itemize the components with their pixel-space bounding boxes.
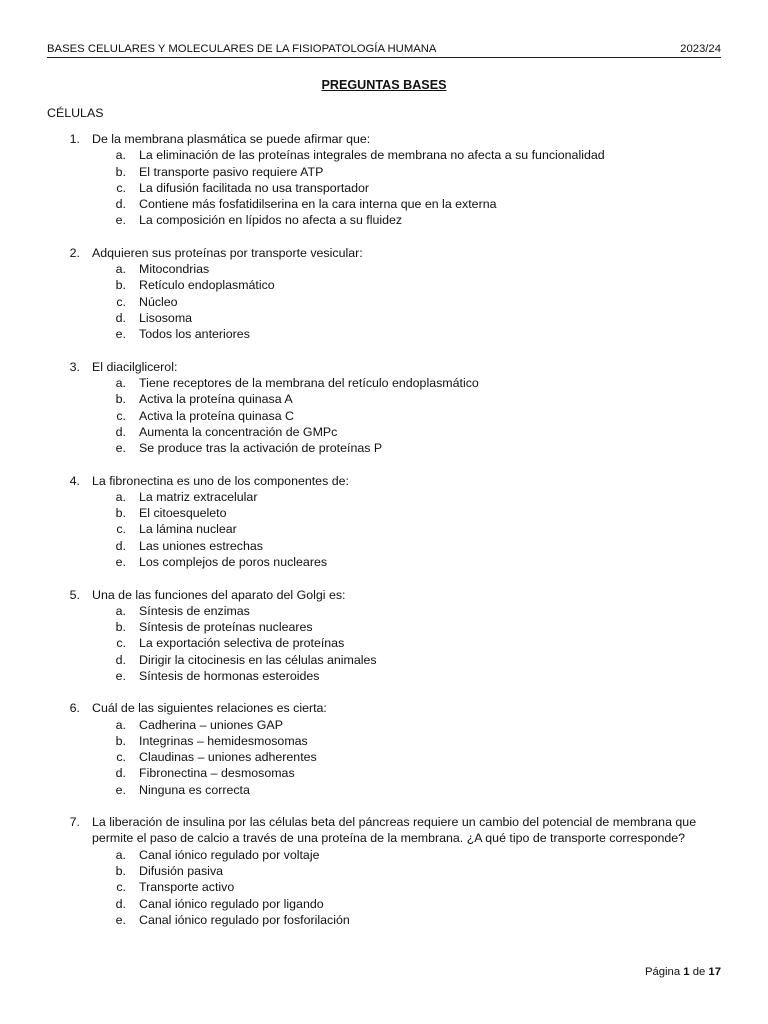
answer-option (47, 180, 723, 196)
answer-option (47, 391, 723, 407)
question-number: 1. (69, 132, 80, 146)
option-text: Fibronectina – desmosomas (139, 766, 295, 781)
answer-option (47, 619, 723, 635)
option-text: Mitocondrias (139, 262, 210, 277)
option-text: Cadherina – uniones GAP (139, 717, 283, 732)
course-title: BASES CELULARES Y MOLECULARES DE LA FISIOPATOLOGÍA HUMANA (47, 43, 437, 55)
question-stem (47, 359, 723, 375)
option-letter: d. (115, 310, 126, 325)
question-stem (47, 700, 723, 716)
option-letter: d. (115, 538, 126, 553)
answer-option (47, 896, 723, 912)
answer-option (47, 408, 723, 424)
option-letter: c. (116, 522, 126, 537)
option-letter: b. (115, 863, 126, 878)
question-text: El diacilglicerol: (92, 359, 178, 374)
page-footer (645, 966, 721, 978)
option-letter: c. (116, 408, 126, 423)
option-letter: e. (115, 213, 126, 228)
option-letter: d. (115, 896, 126, 911)
answer-option (47, 912, 723, 928)
question-number: 2. (69, 245, 80, 260)
option-letter: b. (115, 506, 126, 521)
option-letter: b. (115, 164, 126, 179)
question-number: 6. (69, 701, 80, 716)
option-letter: a. (115, 375, 126, 390)
option-text: Los complejos de poros nucleares (139, 555, 328, 570)
answer-option (47, 147, 723, 163)
option-text: La eliminación de las proteínas integrales de membrana no afecta a su funcionalidad (139, 148, 605, 163)
answer-option (47, 554, 723, 570)
option-letter: d. (115, 424, 126, 439)
option-text: Transporte activo (139, 880, 235, 895)
answer-option (47, 277, 723, 293)
option-text: Canal iónico regulado por ligando (139, 896, 324, 911)
option-text: Núcleo (139, 294, 178, 309)
answer-option (47, 603, 723, 619)
answer-option (47, 668, 723, 684)
option-text: Síntesis de enzimas (139, 603, 250, 618)
option-text: La matriz extracelular (139, 489, 258, 504)
option-text: Integrinas – hemidesmosomas (139, 733, 308, 748)
option-letter: b. (115, 620, 126, 634)
question-number: 3. (69, 359, 80, 374)
page-label: Página (644, 966, 681, 978)
total-pages: 17 (708, 966, 721, 978)
question (47, 131, 723, 229)
option-letter: a. (115, 603, 126, 618)
answer-option (47, 879, 723, 895)
option-text: La composición en lípidos no afecta a su fluidez (139, 213, 403, 228)
option-text: Todos los anteriores (139, 327, 250, 342)
option-text: Contiene más fosfatidilserina en la cara interna que en la externa (139, 197, 497, 212)
answer-option (47, 375, 723, 391)
option-letter: e. (115, 912, 126, 927)
answer-option (47, 863, 723, 879)
answer-option (47, 212, 723, 228)
answer-option (47, 538, 723, 554)
option-letter: e. (115, 441, 126, 456)
question (47, 359, 723, 457)
option-letter: c. (116, 636, 126, 651)
option-text: La lámina nuclear (139, 522, 237, 537)
answer-option (47, 164, 723, 180)
answer-option (47, 733, 723, 749)
option-letter: c. (116, 180, 126, 195)
option-text: Síntesis de hormonas esteroides (139, 668, 320, 683)
answer-option (47, 717, 723, 733)
option-text: Ninguna es correcta (139, 782, 250, 797)
answer-option (47, 782, 723, 798)
option-letter: a. (115, 148, 126, 163)
page-header (47, 43, 721, 58)
answer-option (47, 847, 723, 863)
option-text: Canal iónico regulado por fosforilación (139, 912, 350, 927)
option-text: Activa la proteína quinasa C (139, 408, 294, 423)
question-stem (47, 245, 723, 261)
question (47, 814, 723, 928)
question-number: 7. (69, 815, 80, 830)
option-letter: d. (115, 766, 126, 781)
option-text: Dirigir la citocinesis en las células animales (139, 652, 377, 667)
question-text: La liberación de insulina por las células beta del páncreas requiere un cambio del potencial de membrana que permite el paso de calcio a través de una proteína de la membrana. ¿A qué tipo de transporte corresponde? (92, 815, 697, 846)
answer-option (47, 635, 723, 651)
answer-option (47, 440, 723, 456)
option-text: Aumenta la concentración de GMPc (139, 424, 338, 439)
question (47, 245, 723, 343)
option-text: Se produce tras la activación de proteínas P (139, 441, 383, 456)
option-letter: d. (115, 197, 126, 212)
option-text: Claudinas – uniones adherentes (139, 750, 317, 765)
question-list (47, 131, 723, 944)
option-letter: b. (115, 278, 126, 293)
option-text: Activa la proteína quinasa A (139, 392, 293, 407)
option-text: Canal iónico regulado por voltaje (139, 847, 320, 862)
answer-option (47, 521, 723, 537)
option-letter: a. (115, 262, 126, 277)
question-number: 4. (69, 473, 80, 488)
question (47, 473, 723, 571)
question-stem (47, 814, 723, 846)
option-text: Tiene receptores de la membrana del retículo endoplasmático (139, 375, 479, 390)
question-text: Una de las funciones del aparato del Golgi es: (92, 587, 346, 602)
question-text: Cuál de las siguientes relaciones es cierta: (92, 701, 327, 716)
academic-year: 2023/24 (680, 43, 721, 55)
question (47, 587, 723, 685)
option-letter: c. (116, 880, 126, 895)
option-letter: a. (115, 847, 126, 862)
answer-option (47, 749, 723, 765)
current-page: 1 (683, 966, 690, 978)
question-stem (47, 473, 723, 489)
option-letter: b. (115, 733, 126, 748)
section-heading: CÉLULAS (47, 106, 104, 120)
option-letter: e. (115, 782, 126, 797)
answer-option (47, 261, 723, 277)
option-text: El citoesqueleto (139, 506, 227, 521)
option-letter: d. (115, 652, 126, 667)
answer-option (47, 652, 723, 668)
option-text: Síntesis de proteínas nucleares (139, 620, 313, 634)
option-letter: e. (115, 668, 126, 683)
answer-option (47, 424, 723, 440)
option-text: Las uniones estrechas (139, 538, 263, 553)
question-stem (47, 131, 723, 147)
option-letter: a. (115, 489, 126, 504)
answer-option (47, 505, 723, 521)
option-letter: a. (115, 717, 126, 732)
question (47, 700, 723, 798)
answer-option (47, 310, 723, 326)
answer-option (47, 489, 723, 505)
option-letter: e. (115, 555, 126, 570)
question-text: Adquieren sus proteínas por transporte vesicular: (92, 245, 363, 260)
option-text: La exportación selectiva de proteínas (139, 636, 345, 651)
answer-option (47, 765, 723, 781)
question-number: 5. (69, 587, 80, 602)
option-letter: b. (115, 392, 126, 407)
option-text: Retículo endoplasmático (139, 278, 275, 293)
answer-option (47, 196, 723, 212)
option-text: El transporte pasivo requiere ATP (139, 164, 324, 179)
option-text: Lisosoma (139, 310, 193, 325)
document-title: PREGUNTAS BASES (321, 78, 447, 92)
answer-option (47, 294, 723, 310)
of-label: de (692, 966, 706, 978)
option-letter: e. (115, 327, 126, 342)
answer-option (47, 326, 723, 342)
option-letter: c. (116, 294, 126, 309)
question-text: De la membrana plasmática se puede afirmar que: (92, 132, 371, 146)
option-text: La difusión facilitada no usa transportador (139, 180, 370, 195)
question-text: La fibronectina es uno de los componentes de: (92, 473, 349, 488)
question-stem (47, 587, 723, 603)
option-text: Difusión pasiva (139, 863, 224, 878)
option-letter: c. (116, 750, 126, 765)
